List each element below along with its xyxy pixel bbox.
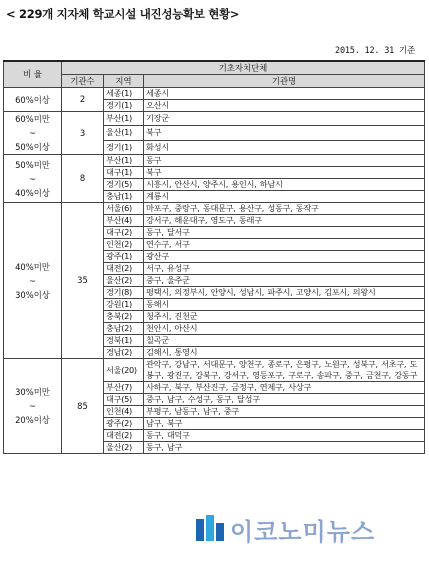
region-cell: 경기(5): [104, 179, 144, 191]
ratio-cell: 30%미만 ~ 20%이상: [4, 359, 62, 454]
header-group: 기초자치단체: [62, 61, 425, 75]
region-cell: 부산(1): [104, 112, 144, 126]
names-cell: 동구: [144, 155, 425, 167]
count-cell: 85: [62, 359, 104, 454]
region-cell: 충남(1): [104, 191, 144, 203]
region-cell: 광주(2): [104, 418, 144, 430]
names-cell: 오산시: [144, 100, 425, 112]
table-body: [4, 88, 425, 454]
header-ratio: 비 율: [4, 61, 62, 88]
names-cell: 동해시: [144, 299, 425, 311]
region-cell: 서울(20): [104, 359, 144, 382]
region-cell: 부산(4): [104, 215, 144, 227]
ratio-cell: 60%미만 ~ 50%이상: [4, 112, 62, 155]
names-cell: 천안시, 아산시: [144, 323, 425, 335]
table-row: [4, 359, 425, 382]
names-cell: 연수구, 서구: [144, 239, 425, 251]
region-cell: 경남(2): [104, 347, 144, 359]
region-cell: 대구(1): [104, 167, 144, 179]
ratio-cell: 50%미만 ~ 40%이상: [4, 155, 62, 203]
names-cell: 광산구: [144, 251, 425, 263]
region-cell: 세종(1): [104, 88, 144, 100]
region-cell: 대전(2): [104, 263, 144, 275]
names-cell: 북구: [144, 167, 425, 179]
names-cell: 동구, 대덕구: [144, 430, 425, 442]
table-row: [4, 88, 425, 100]
count-cell: 35: [62, 203, 104, 359]
watermark: [196, 510, 396, 548]
region-cell: 경기(1): [104, 100, 144, 112]
count-cell: 3: [62, 112, 104, 155]
region-cell: 부산(7): [104, 382, 144, 394]
names-cell: 동구, 남구: [144, 442, 425, 454]
region-cell: 경북(1): [104, 335, 144, 347]
names-cell: 관악구, 강남구, 서대문구, 양천구, 종로구, 은평구, 노원구, 성북구, 서초구, 도봉구, 광진구, 강북구, 강서구, 영등포구, 구로구, 송파구, 중구, 금천구, 강동구: [144, 359, 425, 382]
region-cell: 광주(1): [104, 251, 144, 263]
names-cell: 김해시, 통영시: [144, 347, 425, 359]
names-cell: 중구, 남구, 수성구, 동구, 달성구: [144, 394, 425, 406]
region-cell: 대구(2): [104, 227, 144, 239]
region-cell: 부산(1): [104, 155, 144, 167]
names-cell: 남구, 북구: [144, 418, 425, 430]
names-cell: 서구, 유성구: [144, 263, 425, 275]
status-table: [3, 60, 425, 454]
count-cell: 8: [62, 155, 104, 203]
count-cell: 2: [62, 88, 104, 112]
names-cell: 중구, 울주군: [144, 275, 425, 287]
names-cell: 칠곡군: [144, 335, 425, 347]
reference-date: 2015. 12. 31 기준: [335, 46, 415, 56]
region-cell: 울산(2): [104, 275, 144, 287]
header-names: 기관명: [144, 75, 425, 88]
names-cell: 사하구, 북구, 부산진구, 금정구, 연제구, 사상구: [144, 382, 425, 394]
names-cell: 계룡시: [144, 191, 425, 203]
header-region: 지역: [104, 75, 144, 88]
names-cell: 기장군: [144, 112, 425, 126]
region-cell: 울산(1): [104, 126, 144, 140]
region-cell: 대전(2): [104, 430, 144, 442]
table-row: [4, 112, 425, 126]
names-cell: 화성시: [144, 140, 425, 154]
names-cell: 동구, 달서구: [144, 227, 425, 239]
names-cell: 강서구, 해운대구, 영도구, 동래구: [144, 215, 425, 227]
news-logo-icon: [196, 515, 224, 543]
watermark-text: 이코노미뉴스: [230, 517, 376, 546]
names-cell: 북구: [144, 126, 425, 140]
region-cell: 충북(2): [104, 311, 144, 323]
ratio-cell: 60%이상: [4, 88, 62, 112]
names-cell: 세종시: [144, 88, 425, 100]
region-cell: 강원(1): [104, 299, 144, 311]
region-cell: 울산(2): [104, 442, 144, 454]
region-cell: 인천(4): [104, 406, 144, 418]
region-cell: 충남(2): [104, 323, 144, 335]
table-row: [4, 203, 425, 215]
region-cell: 서울(6): [104, 203, 144, 215]
names-cell: 평택시, 의정부시, 안양시, 성남시, 파주시, 고양시, 김포시, 의왕시: [144, 287, 425, 299]
names-cell: 청주시, 진천군: [144, 311, 425, 323]
names-cell: 시흥시, 안산시, 양주시, 용인시, 하남시: [144, 179, 425, 191]
region-cell: 경기(1): [104, 140, 144, 154]
names-cell: 마포구, 중랑구, 동대문구, 용산구, 성동구, 동작구: [144, 203, 425, 215]
page-title: < 229개 지자체 학교시설 내진성능확보 현황>: [6, 7, 240, 21]
region-cell: 대구(5): [104, 394, 144, 406]
ratio-cell: 40%미만 ~ 30%이상: [4, 203, 62, 359]
region-cell: 인천(2): [104, 239, 144, 251]
header-count: 기관수: [62, 75, 104, 88]
names-cell: 부평구, 남동구, 남구, 중구: [144, 406, 425, 418]
table-row: [4, 155, 425, 167]
region-cell: 경기(8): [104, 287, 144, 299]
